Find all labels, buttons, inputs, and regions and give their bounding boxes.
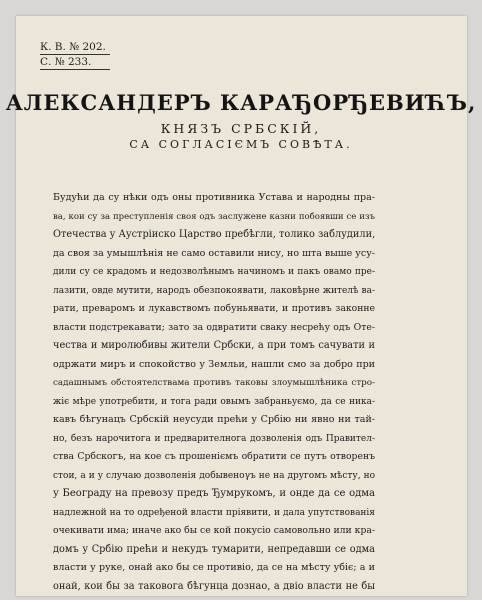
body-line: стои, а и у случаю дозволенія добывенογъ не на другомъ мѣсту, но [53,470,375,481]
body-line: надлежной на то одређеной власти прiявити, и дала упутствованія [53,507,375,518]
body-line: но, безъ нарочитога и предварителнога дозволенія одъ Правител- [53,433,375,444]
stamp-kv-number: К. В. № 202. [40,40,110,55]
decree-body [53,189,375,596]
body-line: ва, кои су за преступленія своя одъ заслужене казни побоявши се изъ [53,211,375,222]
body-line: домъ у Србію прећи и некудъ тумарити, непредавши се одма [53,543,375,555]
body-line: дили су се крадомъ и недозволѣнымъ начиномъ и пакъ овамо пре- [53,267,375,277]
body-line: лазити, овде мутити, народъ обезпокоявати, лаковѣрне жителѣ вa- [53,285,375,296]
body-line: у Београду на превозу предъ Ђумрукомъ, и онде да се одма [53,488,375,499]
body-line: онай, кои бы за таковога бѣгунца дознао, а двіо власти не бы [53,580,375,592]
document-consent-line: СА СОГЛАСІЄМЪ СОВѢТА. [129,138,353,151]
body-line: одржати миръ и спокойство у Земльи, нашли смо за добро при [53,358,375,370]
body-line: жіє мѣре употребити, и тога ради овымъ забраньуємо, да се ника- [53,396,375,407]
body-line: Отечества у Аустріиско Царство пребѣгли, толико заблудили, [53,229,376,240]
document-subtitle: КНЯЗЪ СРБСКІЙ, [160,121,322,136]
stamp-c-number: С. № 233. [40,55,110,70]
body-line: власти подстрекавати; зато за одвратити сваку несрећу одъ Оте- [53,321,375,333]
body-line: Будући да су нѣки одъ оны противника Устава и народны пра- [53,192,375,203]
document-title: АЛЕКСАНДЕРЪ КАРАЂОРЂЕВИЋЪ, [5,90,477,115]
body-line: садашнымъ обстоятелствама противъ таковы злоумышлѣника стро- [53,378,375,388]
archive-stamp [40,40,110,70]
body-line: кавъ бѣгунацъ Србскій неусуди прећи у Србію ни явно ни тай- [53,414,375,425]
body-line: очекивати има; иначе ако бы се кой покусіо самовольно или кра- [53,525,376,536]
body-line: да своя за умышлѣнія не само оставили нису, но шта выше усу- [53,247,375,259]
body-line: власти у руке, онай ако бы се противіо, да се на мѣсту убіє; а и [53,562,375,573]
body-line: рати, преваромъ и лукавствомъ побуньявати, и противъ законне [53,303,375,314]
body-line: чества и миролюбивы жители Србски, а при томъ сачувати и [53,340,375,351]
body-line: ства Србскогъ, на кое съ прошеніємъ обратити се путъ отворенъ [53,451,375,462]
